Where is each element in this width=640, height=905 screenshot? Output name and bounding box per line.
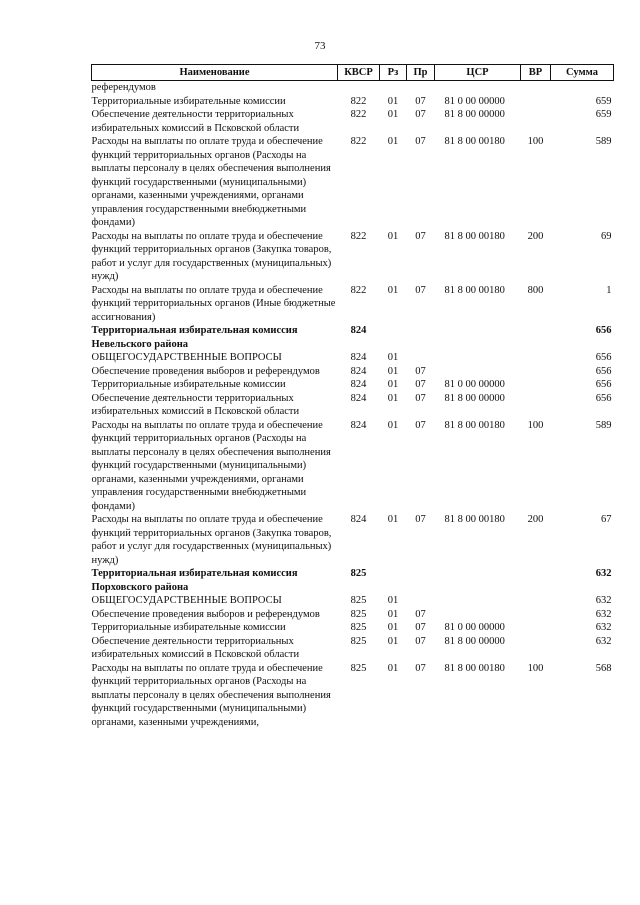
cell-name: Расходы на выплаты по оплате труда и обеспечение функций территориальных органов (Закупка товаров, работ и услуг для государственных (муниципальных) нужд) bbox=[91, 230, 332, 282]
cell-name: ОБЩЕГОСУДАРСТВЕННЫЕ ВОПРОСЫ bbox=[91, 352, 282, 363]
cell-kvsr: 825 bbox=[350, 608, 367, 620]
cell-kvsr: 822 bbox=[350, 136, 367, 147]
cell-csr bbox=[435, 81, 521, 95]
cell-pr bbox=[407, 324, 435, 351]
cell-csr: 81 0 00 00000 bbox=[444, 95, 505, 107]
cell-name: Обеспечение деятельности территориальных избирательных комиссий в Псковской области bbox=[91, 109, 300, 134]
cell-vr bbox=[521, 392, 551, 419]
cell-pr bbox=[407, 567, 435, 594]
cell-kvsr: 822 bbox=[350, 284, 367, 296]
cell-name: Обеспечение проведения выборов и референдумов bbox=[91, 608, 320, 620]
page-number: 73 bbox=[314, 40, 326, 52]
cell-sum: 632 bbox=[595, 635, 612, 647]
cell-sum: 656 bbox=[595, 392, 612, 404]
cell-sum: 69 bbox=[601, 230, 612, 242]
cell-rz: 01 bbox=[387, 230, 399, 242]
table-row bbox=[92, 594, 614, 608]
cell-csr bbox=[435, 567, 521, 594]
cell-csr: 81 0 00 00000 bbox=[444, 379, 505, 390]
cell-sum: 1 bbox=[606, 284, 612, 296]
cell-vr: 100 bbox=[527, 419, 544, 431]
cell-sum: 632 bbox=[595, 622, 612, 633]
cell-vr bbox=[521, 108, 551, 135]
cell-name: Расходы на выплаты по оплате труда и обеспечение функций территориальных органов (Расходы на выплаты персоналу в целях обеспечения выполнения функций государственными (муниципальными) органами, казенными учреждениями, bbox=[91, 662, 331, 728]
cell-rz: 01 bbox=[387, 284, 399, 296]
cell-rz: 01 bbox=[387, 392, 399, 404]
cell-rz: 01 bbox=[387, 662, 399, 674]
cell-rz bbox=[380, 81, 407, 95]
table-row bbox=[92, 378, 614, 392]
cell-kvsr: 824 bbox=[350, 325, 367, 336]
cell-name: Обеспечение проведения выборов и референдумов bbox=[91, 365, 320, 377]
table-row bbox=[92, 635, 614, 662]
cell-pr: 07 bbox=[415, 662, 426, 674]
cell-csr: 81 8 00 00000 bbox=[444, 635, 505, 647]
cell-csr: 81 0 00 00000 bbox=[444, 622, 505, 633]
table-row bbox=[92, 662, 614, 730]
cell-rz: 01 bbox=[387, 635, 399, 647]
cell-sum: 67 bbox=[601, 514, 612, 525]
cell-kvsr: 825 bbox=[350, 568, 367, 579]
table-row bbox=[92, 324, 614, 351]
cell-name: Расходы на выплаты по оплате труда и обеспечение функций территориальных органов (Иные бюджетные ассигнования) bbox=[91, 284, 336, 323]
cell-pr: 07 bbox=[415, 608, 426, 620]
cell-pr: 07 bbox=[415, 419, 426, 431]
cell-sum: 656 bbox=[595, 352, 612, 363]
cell-csr bbox=[435, 594, 521, 608]
table-row bbox=[92, 135, 614, 230]
cell-kvsr: 824 bbox=[350, 379, 367, 390]
cell-name: Территориальные избирательные комиссии bbox=[91, 379, 286, 390]
cell-vr bbox=[521, 608, 551, 622]
cell-csr: 81 8 00 00180 bbox=[444, 136, 505, 147]
header-vr: ВР bbox=[521, 65, 551, 81]
cell-rz bbox=[380, 567, 407, 594]
cell-kvsr: 824 bbox=[350, 419, 367, 431]
cell-vr bbox=[521, 378, 551, 392]
cell-sum: 659 bbox=[595, 109, 612, 120]
budget-table bbox=[91, 64, 614, 729]
table-row bbox=[92, 81, 614, 95]
header-pr: Пр bbox=[407, 65, 435, 81]
cell-vr bbox=[521, 351, 551, 365]
cell-vr: 200 bbox=[527, 514, 544, 525]
cell-rz: 01 bbox=[387, 622, 399, 633]
cell-pr: 07 bbox=[415, 514, 426, 525]
table-row bbox=[92, 95, 614, 109]
cell-name: Расходы на выплаты по оплате труда и обеспечение функций территориальных органов (Расходы на выплаты персоналу в целях обеспечения выполнения функций государственными (муниципальными) органами, казенными учреждениями, органами управления государственными внебюджетными фондами) bbox=[91, 136, 331, 228]
cell-name: Обеспечение деятельности территориальных избирательных комиссий в Псковской области bbox=[91, 392, 300, 417]
table-row bbox=[92, 108, 614, 135]
cell-csr: 81 8 00 00180 bbox=[444, 230, 505, 242]
cell-sum: 589 bbox=[595, 419, 612, 431]
table-row bbox=[92, 419, 614, 514]
cell-name: Территориальные избирательные комиссии bbox=[91, 622, 286, 633]
cell-vr: 100 bbox=[527, 662, 544, 674]
cell-sum: 656 bbox=[595, 379, 612, 390]
cell-kvsr: 822 bbox=[350, 109, 367, 120]
cell-csr: 81 8 00 00000 bbox=[444, 109, 505, 120]
cell-name: Расходы на выплаты по оплате труда и обеспечение функций территориальных органов (Расходы на выплаты персоналу в целях обеспечения выполнения функций государственными (муниципальными) органами, казенными учреждениями, органами управления государственными внебюджетными фондами) bbox=[91, 419, 331, 512]
header-kvsr: КВСР bbox=[338, 65, 380, 81]
cell-csr: 81 8 00 00180 bbox=[444, 662, 505, 674]
cell-pr: 07 bbox=[415, 635, 426, 647]
cell-csr bbox=[435, 351, 521, 365]
cell-sum: 632 bbox=[595, 595, 612, 606]
cell-csr: 81 8 00 00000 bbox=[444, 392, 505, 404]
cell-kvsr: 824 bbox=[350, 392, 367, 404]
cell-kvsr: 824 bbox=[350, 365, 367, 377]
table-row bbox=[92, 351, 614, 365]
cell-kvsr: 825 bbox=[350, 662, 367, 674]
cell-vr bbox=[521, 594, 551, 608]
cell-kvsr: 824 bbox=[350, 352, 367, 363]
cell-rz: 01 bbox=[387, 109, 399, 120]
cell-rz: 01 bbox=[387, 514, 399, 525]
cell-csr: 81 8 00 00180 bbox=[444, 419, 505, 431]
cell-vr bbox=[521, 81, 551, 95]
table-header bbox=[92, 65, 614, 81]
cell-vr bbox=[521, 567, 551, 594]
cell-kvsr: 822 bbox=[350, 230, 367, 242]
cell-sum: 632 bbox=[595, 568, 612, 579]
cell-rz: 01 bbox=[387, 136, 399, 147]
cell-rz: 01 bbox=[387, 352, 399, 363]
cell-rz bbox=[380, 324, 407, 351]
cell-vr bbox=[521, 365, 551, 379]
cell-name: Территориальные избирательные комиссии bbox=[91, 95, 286, 107]
cell-sum: 589 bbox=[595, 136, 612, 147]
table-row bbox=[92, 567, 614, 594]
cell-sum: 568 bbox=[595, 662, 612, 674]
cell-rz: 01 bbox=[387, 95, 399, 107]
cell-sum: 659 bbox=[595, 95, 612, 107]
cell-name: Обеспечение деятельности территориальных избирательных комиссий в Псковской области bbox=[91, 635, 300, 660]
table-row bbox=[92, 392, 614, 419]
cell-pr: 07 bbox=[415, 622, 426, 633]
table-row bbox=[92, 230, 614, 284]
header-rz: Рз bbox=[380, 65, 407, 81]
header-csr: ЦСР bbox=[435, 65, 521, 81]
cell-pr: 07 bbox=[415, 95, 426, 107]
cell-pr bbox=[407, 351, 435, 365]
cell-vr bbox=[521, 621, 551, 635]
header-name: Наименование bbox=[92, 65, 338, 81]
cell-csr bbox=[435, 324, 521, 351]
table-row bbox=[92, 513, 614, 567]
cell-pr: 07 bbox=[415, 379, 426, 390]
cell-pr: 07 bbox=[415, 365, 426, 377]
cell-vr bbox=[521, 95, 551, 109]
cell-rz: 01 bbox=[387, 379, 399, 390]
cell-vr: 100 bbox=[527, 136, 544, 147]
cell-name: ОБЩЕГОСУДАРСТВЕННЫЕ ВОПРОСЫ bbox=[91, 595, 282, 606]
table-row bbox=[92, 608, 614, 622]
cell-name: референдумов bbox=[91, 82, 156, 93]
cell-pr: 07 bbox=[415, 136, 426, 147]
cell-kvsr: 824 bbox=[350, 514, 367, 525]
table-row bbox=[92, 284, 614, 325]
cell-pr: 07 bbox=[415, 392, 426, 404]
cell-kvsr: 825 bbox=[350, 635, 367, 647]
cell-rz: 01 bbox=[387, 419, 399, 431]
table-row bbox=[92, 365, 614, 379]
header-sum: Сумма bbox=[551, 65, 614, 81]
cell-pr bbox=[407, 594, 435, 608]
table-row bbox=[92, 621, 614, 635]
cell-kvsr: 825 bbox=[350, 622, 367, 633]
cell-pr bbox=[407, 81, 435, 95]
cell-csr: 81 8 00 00180 bbox=[444, 284, 505, 296]
cell-rz: 01 bbox=[387, 365, 399, 377]
cell-sum bbox=[551, 81, 614, 95]
cell-kvsr bbox=[338, 81, 380, 95]
cell-vr bbox=[521, 324, 551, 351]
cell-kvsr: 825 bbox=[350, 595, 367, 606]
cell-sum: 632 bbox=[595, 608, 612, 620]
cell-name: Территориальная избирательная комиссия Невельского района bbox=[91, 325, 298, 350]
cell-pr: 07 bbox=[415, 284, 426, 296]
cell-vr: 200 bbox=[527, 230, 544, 242]
cell-sum: 656 bbox=[595, 325, 612, 336]
cell-name: Территориальная избирательная комиссия Порховского района bbox=[91, 568, 298, 593]
cell-csr bbox=[435, 608, 521, 622]
cell-vr bbox=[521, 635, 551, 662]
cell-csr: 81 8 00 00180 bbox=[444, 514, 505, 525]
cell-csr bbox=[435, 365, 521, 379]
cell-vr: 800 bbox=[527, 284, 544, 296]
cell-sum: 656 bbox=[595, 365, 612, 377]
cell-name: Расходы на выплаты по оплате труда и обеспечение функций территориальных органов (Закупка товаров, работ и услуг для государственных (муниципальных) нужд) bbox=[91, 514, 332, 566]
cell-kvsr: 822 bbox=[350, 95, 367, 107]
cell-rz: 01 bbox=[387, 608, 399, 620]
cell-rz: 01 bbox=[387, 595, 399, 606]
cell-pr: 07 bbox=[415, 109, 426, 120]
table-body bbox=[92, 81, 614, 730]
cell-pr: 07 bbox=[415, 230, 426, 242]
